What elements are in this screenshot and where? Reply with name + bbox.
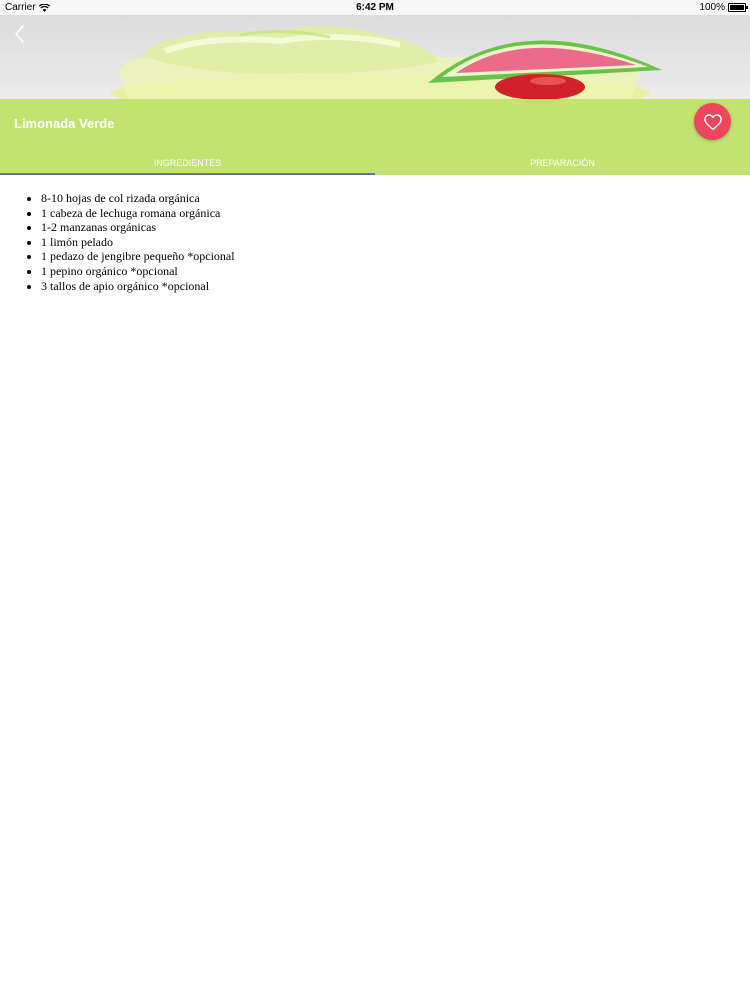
back-button[interactable] [8, 21, 32, 47]
recipe-header [0, 99, 750, 151]
list-item: • 1 cabeza de lechuga romana orgánica [41, 206, 750, 221]
status-bar [0, 0, 750, 15]
battery-percent: 100% [699, 2, 725, 13]
chevron-left-icon [8, 21, 32, 47]
battery-icon [728, 3, 746, 12]
clock: 6:42 PM [356, 2, 394, 13]
battery-group [699, 2, 746, 13]
tab-preparacion[interactable]: PREPARACIÓN [530, 158, 595, 168]
hero-image [0, 15, 750, 100]
favorite-button[interactable] [694, 103, 731, 140]
carrier-label: Carrier [5, 2, 36, 13]
list-item: • 3 tallos de apio orgánico *opcional [41, 279, 750, 294]
list-item: • 8-10 hojas de col rizada orgánica [41, 191, 750, 206]
list-item: • 1 limón pelado [41, 235, 750, 250]
recipe-title: Limonada Verde [14, 116, 115, 131]
tab-ingredientes[interactable]: INGREDIENTES [0, 151, 375, 175]
list-item: • 1 pedazo de jengibre pequeño *opcional [41, 249, 750, 264]
list-item: • 1 pepino orgánico *opcional [41, 264, 750, 279]
tab-bar [0, 151, 750, 175]
list-item: • 1-2 manzanas orgánicas [41, 220, 750, 235]
heart-icon [703, 113, 723, 131]
ingredients-list [0, 191, 750, 293]
tab-content [0, 175, 750, 293]
drink-photo [0, 15, 750, 100]
